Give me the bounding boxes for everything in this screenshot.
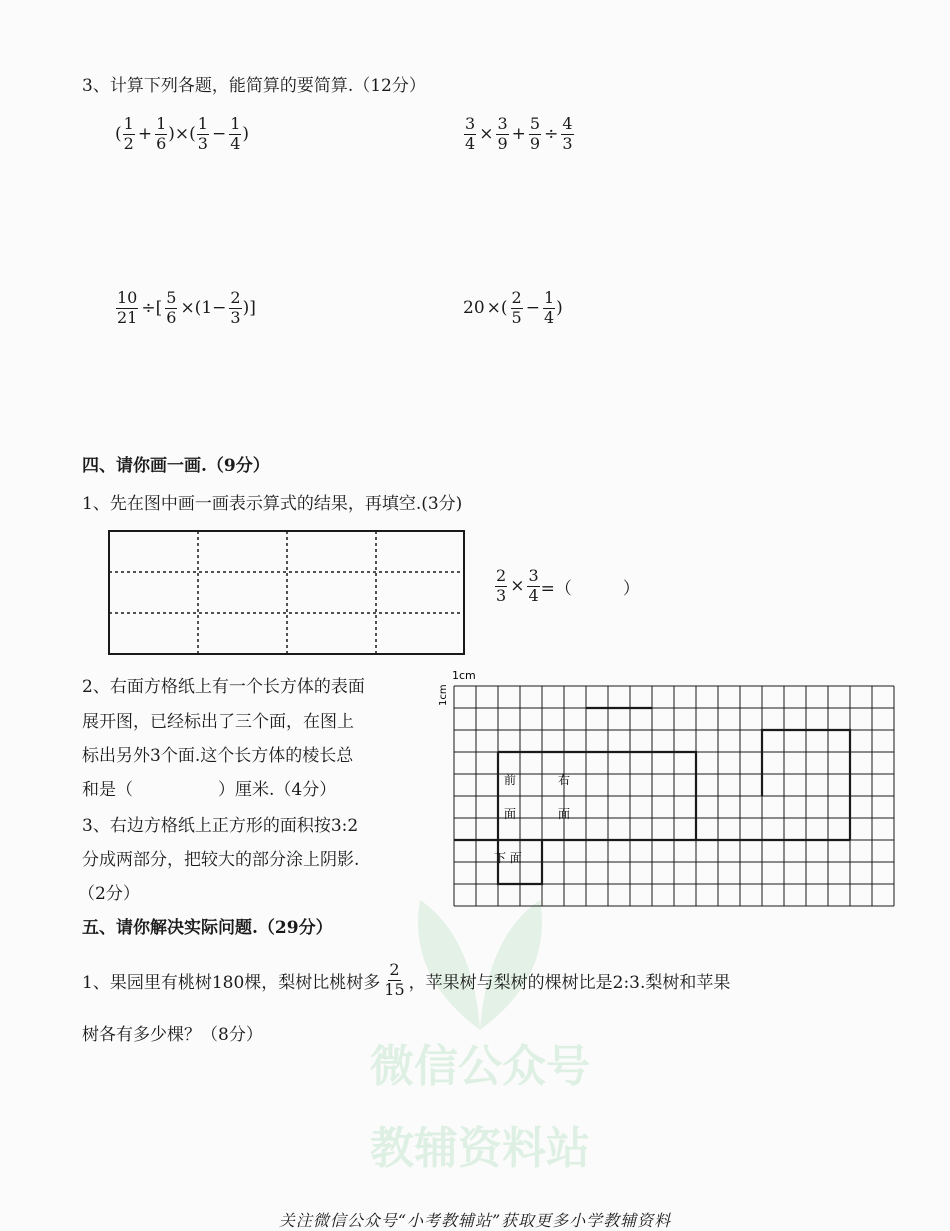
frac xyxy=(495,568,507,605)
sec5-q1-part2: ，苹果树与梨树的棵树比是2:3.梨树和苹果 xyxy=(408,972,731,993)
frac xyxy=(123,116,135,153)
fraction-rectangle xyxy=(108,530,466,656)
den: 6 xyxy=(166,307,177,327)
sec4-q3-line: 3、右边方格纸上正方形的面积按3:2 xyxy=(82,816,359,836)
expr-1: ( $\frac{1}{2}$ + $\frac{1}{6}$ )×( $\frac{1}{3}$ − $\frac{1}{4}$ ) xyxy=(115,114,250,153)
sec4-q2-line: 和是（ ）厘米.（4分） xyxy=(82,780,337,800)
num: 1 xyxy=(156,114,167,133)
frac xyxy=(229,116,241,153)
num: 2 xyxy=(496,566,507,585)
num: 10 xyxy=(117,288,138,307)
den: 21 xyxy=(117,307,138,327)
grid-paper xyxy=(434,668,896,912)
den: 2 xyxy=(123,133,134,153)
sec4-title: 四、请你画一画.（9分） xyxy=(82,456,270,476)
grid-unit-label-vertical: 1cm xyxy=(438,684,449,706)
answer-blank[interactable]: =（ ） xyxy=(540,578,640,599)
den: 5 xyxy=(511,307,522,327)
frac xyxy=(384,962,404,999)
den: 3 xyxy=(230,307,241,327)
sec4-q2-line: 2、右面方格纸上有一个长方体的表面 xyxy=(82,677,365,697)
den: 4 xyxy=(528,585,539,605)
expr-4-lead: 20 xyxy=(463,298,485,319)
num: 2 xyxy=(511,288,522,307)
den: 9 xyxy=(529,133,541,153)
frac xyxy=(155,116,167,153)
frac xyxy=(511,290,523,327)
watermark-line1: 微信公众号 xyxy=(370,1041,590,1092)
num: 1 xyxy=(543,288,555,307)
frac xyxy=(197,116,209,153)
sec4-q3-line: （2分） xyxy=(78,884,140,904)
face-label-right-2: 面 xyxy=(558,807,571,821)
den: 3 xyxy=(496,585,507,605)
frac xyxy=(529,116,541,153)
num: 4 xyxy=(562,114,573,133)
sec5-title: 五、请你解决实际问题.（29分） xyxy=(82,918,333,938)
den: 4 xyxy=(465,133,476,153)
num: 2 xyxy=(230,288,241,307)
grid-unit-label: 1cm xyxy=(452,669,476,682)
num: 3 xyxy=(465,114,476,133)
frac xyxy=(464,116,476,153)
watermark-line2: 教辅资料站 xyxy=(370,1123,590,1174)
sec4-q2-line: 展开图，已经标出了三个面，在图上 xyxy=(82,712,354,732)
sec4-q1: 1、先在图中画一画表示算式的结果，再填空.(3分) xyxy=(82,494,463,514)
num: 2 xyxy=(389,960,400,979)
footer-note: 关注微信公众号“小考教辅站”获取更多小学教辅资料 xyxy=(278,1211,672,1230)
num: 1 xyxy=(123,114,134,133)
den: 9 xyxy=(497,133,508,153)
face-label-right-1: 右 xyxy=(558,773,571,787)
frac xyxy=(229,290,241,327)
sec4-q1-expr: $\frac{2}{3}$ × $\frac{3}{4}$ =（ ） xyxy=(496,566,640,605)
den: 3 xyxy=(197,133,208,153)
frac xyxy=(165,290,177,327)
num: 3 xyxy=(497,114,508,133)
frac xyxy=(496,116,508,153)
sec5-q1-line1 xyxy=(82,962,730,999)
face-label-front-2: 面 xyxy=(504,807,517,821)
sec4-q2-line: 标出另外3个面.这个长方体的棱长总 xyxy=(82,746,354,766)
frac xyxy=(527,568,539,605)
den: 4 xyxy=(230,133,241,153)
frac xyxy=(561,116,573,153)
frac xyxy=(116,290,138,327)
face-label-bottom: 下 面 xyxy=(494,851,522,865)
den: 3 xyxy=(562,133,573,153)
num: 1 xyxy=(230,114,241,133)
face-label-front-1: 前 xyxy=(504,773,517,787)
expr-4: 20 ×( $\frac{2}{5}$ − $\frac{1}{4}$ ) xyxy=(463,288,563,327)
den: 15 xyxy=(384,979,405,999)
sec5-q1-line2: 树各有多少棵？（8分） xyxy=(82,1025,263,1045)
expr-2: $\frac{3}{4}$ × $\frac{3}{9}$ + $\frac{5}{9}$ ÷ $\frac{4}{3}$ xyxy=(465,114,573,153)
num: 5 xyxy=(529,114,541,133)
frac xyxy=(543,290,555,327)
den: 4 xyxy=(543,307,555,327)
expr-3: $\frac{10}{21}$ ÷[ $\frac{5}{6}$ ×(1− $\frac{2}{3}$ )] xyxy=(117,288,256,327)
num: 5 xyxy=(166,288,177,307)
sec4-q3-line: 分成两部分，把较大的部分涂上阴影. xyxy=(82,850,360,870)
den: 6 xyxy=(156,133,167,153)
sec5-q1-part1: 1、果园里有桃树180棵，梨树比桃树多 xyxy=(82,972,381,993)
num: 3 xyxy=(528,566,539,585)
q3-title: 3、计算下列各题，能简算的要简算.（12分） xyxy=(82,76,426,96)
num: 1 xyxy=(197,114,208,133)
